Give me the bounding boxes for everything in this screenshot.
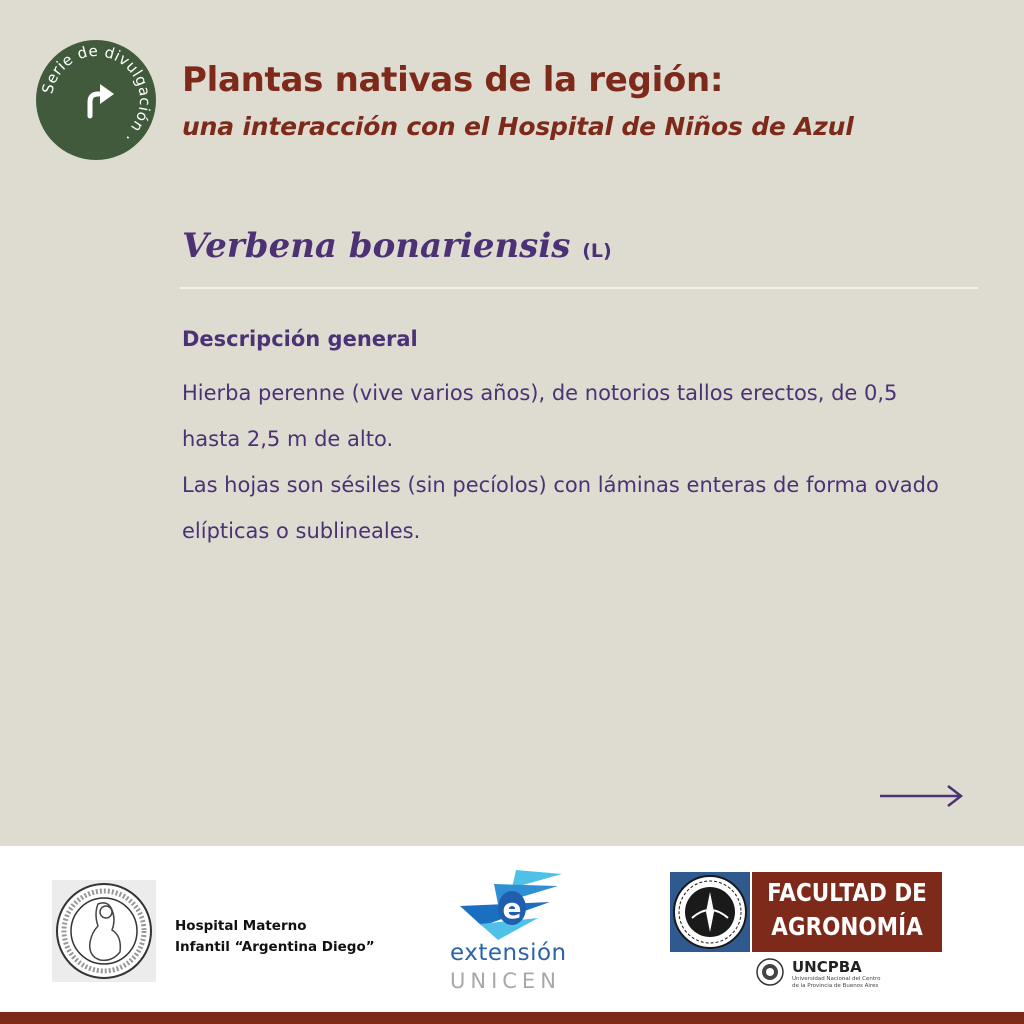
section-divider — [180, 287, 978, 289]
faculty-logo — [752, 872, 942, 952]
extension-letter: e — [502, 892, 522, 925]
page-title: Plantas nativas de la región: — [182, 60, 724, 100]
university-subtitle-line1: Universidad Nacional del Centro — [792, 976, 881, 982]
bottom-accent-bar — [0, 1012, 1024, 1024]
species-scientific-name: Verbena bonariensis — [182, 226, 571, 266]
university-subtitle — [792, 976, 881, 989]
badge-text: Serie de divulgación · — [38, 41, 155, 147]
description-body — [182, 370, 942, 554]
hospital-name-line1: Hospital Materno — [175, 918, 307, 934]
university-seal-icon — [756, 958, 784, 986]
faculty-name-line1: FACULTAD DE — [767, 878, 927, 907]
extension-word: extensión — [450, 940, 567, 966]
faculty-name-line2: AGRONOMÍA — [771, 912, 923, 941]
description-paragraph: Hierba perenne (vive varios años), de notorios tallos erectos, de 0,5 hasta 2,5 m de alto. — [182, 381, 898, 451]
hospital-name-line2: Infantil “Argentina Diego” — [175, 939, 375, 955]
hospital-name — [175, 916, 375, 958]
species-name — [182, 226, 612, 266]
hospital-seal-icon — [52, 880, 156, 982]
agronomy-seal-icon — [670, 872, 750, 952]
university-name: UNCPBA — [792, 958, 862, 976]
extension-org: UNICEN — [450, 969, 561, 993]
series-badge — [36, 40, 156, 160]
description-heading: Descripción general — [182, 327, 418, 351]
long-right-arrow-icon[interactable] — [876, 782, 966, 810]
page-subtitle: una interacción con el Hospital de Niños de Azul — [182, 112, 854, 141]
university-subtitle-line2: de la Provincia de Buenos Aires — [792, 982, 879, 989]
description-paragraph: Las hojas son sésiles (sin pecíolos) con láminas enteras de forma ovado elípticas o sublineales. — [182, 473, 939, 543]
species-author: (L) — [582, 240, 612, 262]
